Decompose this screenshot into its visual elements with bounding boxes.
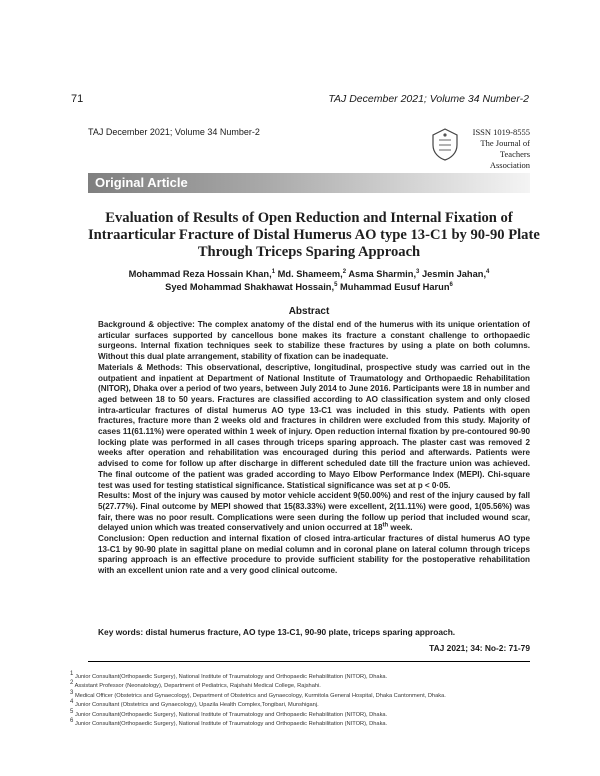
footnote-text: Junior Consultant(Orthopaedic Surgery), National Institute of Traumatology and Orthopaedic Rehabilitation (NITOR), Dhaka. (74, 674, 388, 680)
title-line: Through Triceps Sparing Approach (197, 244, 421, 260)
author-affiliation-mark: 5 (334, 281, 338, 288)
issn-line: Teachers Association (489, 149, 530, 170)
footnote-mark: 3 (70, 689, 74, 696)
page-number: 71 (71, 93, 84, 105)
footnotes (70, 673, 540, 729)
footnote-mark: 4 (70, 699, 74, 706)
section-label: Original Article (95, 175, 188, 190)
abstract-methods: Materials & Methods: This observational, descriptive, longitudinal, prospective study was carried out in the outpatient and inpatient at Department of National Institute of Traumatology and Orthopaedic Rehabilitation (NITOR), Dhaka over a period of two years, between July 2014 to June 2016. Participants were 18 in number and aged between 18 to 50 years. Fractures are classified according to AO classification system and only closed intra-articular fractures of distal humerus AO type 13-C1 was included in this study. Patients with open fractures, fracture more than 2 weeks old and fractures in children were excluded from this study. Majority of cases 11(61.11%) were operated within 1 week of injury. Open reduction internal fixation by pre-contoured 90-90 locking plate was performed in all cases through triceps sparing approach. The plaster cast was removed 2 weeks after operation and rehabilitation was encouraged during this period and afterwards. Patients were advised to come for follow up after discharge in different scheduled date till the fracture union was achieved. The final outcome of the patient was graded according to Mayo Elbow Performance Index (MEPI). Chi-square test was used for testing statistical significance. Statistical significance was set at p < 0·05. (98, 362, 530, 490)
footnote-mark: 1 (70, 671, 74, 678)
footnote-item (70, 708, 540, 720)
author-name: Mohammad Reza Hossain Khan, (128, 269, 272, 279)
author-name: Asma Sharmin, (348, 269, 417, 279)
footnote-text: Junior Consultant(Orthopaedic Surgery), National Institute of Traumatology and Orthopaedic Rehabilitation (NITOR), Dhaka. (74, 711, 388, 718)
abstract-background: Background & objective: The complex anatomy of the distal end of the humerus with its unique orientation of articular surfaces supported by cancellous bone makes its fracture a constant challenge to orthopaedic surgeons. Internal fixation techniques seek to stabilize these fractures by using a plate on both columns. Without this dual plate arrangement, stability of fixation can be inadequate. (98, 320, 530, 362)
footnote-item (70, 682, 540, 691)
journal-logo-icon (430, 127, 460, 161)
footnote-item (70, 689, 540, 701)
ordinal-suffix: th (382, 522, 389, 529)
author-affiliation-mark: 1 (271, 268, 276, 275)
footnote-divider (88, 661, 530, 662)
citation: TAJ 2021; 34: No-2: 71-79 (429, 643, 530, 653)
footnote-mark: 2 (70, 680, 74, 687)
footnote-text: Medical Officer (Obstetrics and Gynaecology), Department of Obstetrics and Gynaecology, Kurmitola General Hospital, Dhaka Cantonment, Dhaka. (74, 692, 446, 699)
issn-line: ISSN 1019-8555 (472, 127, 530, 137)
author-affiliation-mark: 6 (449, 281, 453, 288)
footnote-text: Junior Consultant (Obstetrics and Gynaecology), Upazila Health Complex,Tongibari, Munshiganj. (74, 702, 319, 709)
author-affiliation-mark: 4 (486, 268, 490, 275)
footnote-item (70, 720, 540, 729)
title-line: Intraarticular Fracture of Distal Humerus AO type 13-C1 by 90-90 Plate (88, 227, 540, 243)
abstract-heading: Abstract (288, 306, 330, 317)
author-affiliation-mark: 2 (342, 268, 347, 275)
author-name: Md. Shameem, (277, 269, 343, 279)
footnote-item (70, 673, 540, 682)
running-head: TAJ December 2021; Volume 34 Number-2 (328, 93, 529, 105)
abstract-body (98, 320, 530, 577)
footnote-mark: 6 (70, 718, 74, 725)
author-list (88, 268, 530, 294)
abstract-conclusion: Conclusion: Open reduction and internal fixation of closed intra-articular fractures of distal humerus AO type 13-C1 by 90-90 plate in sagittal plane on medial column and in coronal plane on lateral column through triceps sparing approach is an effective procedure to provide sufficient stability for the postoperative rehabilitation with an excellent union rate and a very good clinical outcome. (98, 534, 530, 576)
title-line: Evaluation of Results of Open Reduction and Internal Fixation of (105, 210, 513, 226)
author-affiliation-mark: 3 (416, 268, 420, 275)
keywords: Key words: distal humerus fracture, AO type 13-C1, 90-90 plate, triceps sparing approach. (98, 627, 456, 637)
results-tail: week. (388, 523, 413, 533)
author-name: Jesmin Jahan, (421, 269, 487, 279)
issn-line: The Journal of (480, 138, 530, 148)
results-text: Results: Most of the injury was caused by motor vehicle accident 9(50.00%) and rest of the injury caused by fall 5(27.77%). Final outcome by MEPI showed that 15(83.33%) were excellent, 2(11.11%) were good, 1(05.56%) was fair, there was no poor result. Complications were seen during the follow up period that included wound scar, delayed union which was treated conservatively and union occurred at 18 (98, 491, 530, 533)
journal-reference: TAJ December 2021; Volume 34 Number-2 (88, 127, 260, 137)
footnote-text: Assistant Professor (Neonatology), Department of Pediatrics, Rajshahi Medical College, Rajshahi. (74, 683, 321, 690)
author-name: Muhammad Eusuf Harun (340, 282, 450, 292)
footnote-item (70, 701, 540, 710)
footnote-text: Junior Consultant(Orthopaedic Surgery), National Institute of Traumatology and Orthopaedic Rehabilitation (NITOR), Dhaka. (74, 721, 388, 728)
author-name: Syed Mohammad Shakhawat Hossain, (165, 282, 335, 292)
footnote-mark: 5 (70, 708, 74, 715)
article-title (88, 210, 540, 261)
abstract-results (98, 491, 530, 534)
